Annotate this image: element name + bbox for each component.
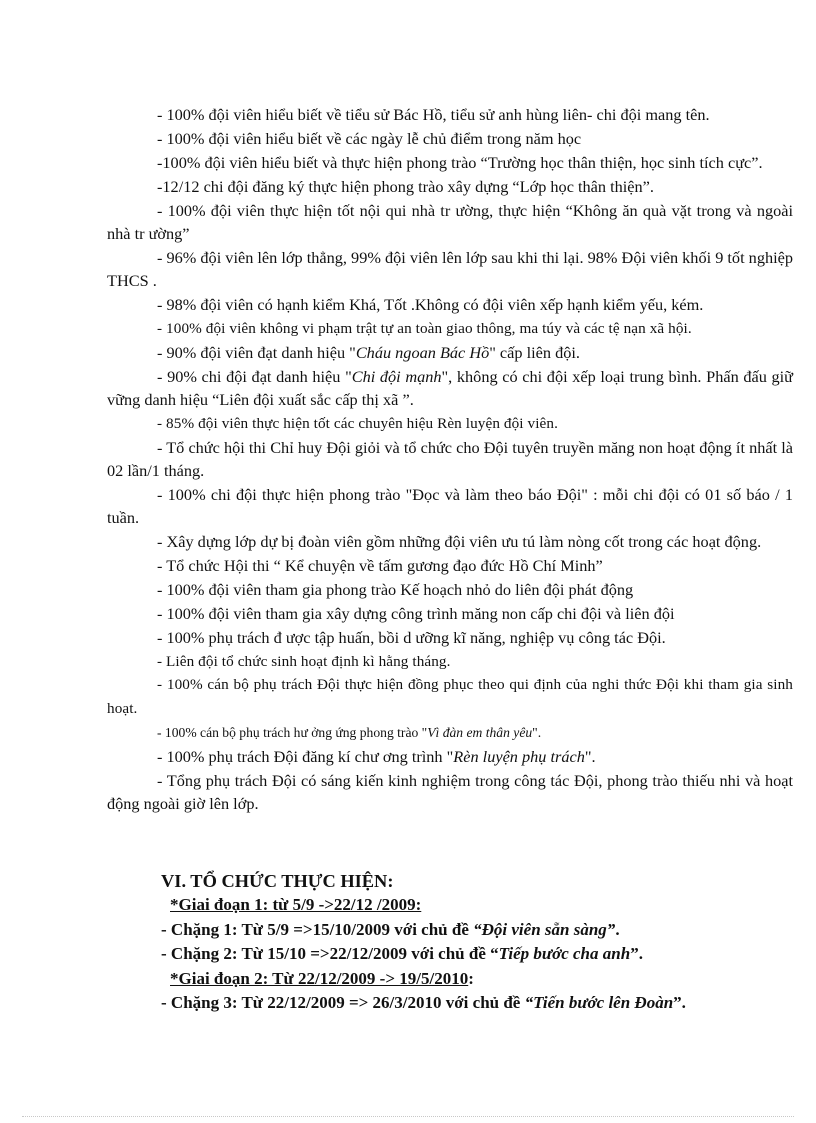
italic-title: Cháu ngoan Bác Hồ (355, 342, 490, 362)
stage-theme: “Tiến bước lên Đoàn (524, 993, 674, 1013)
italic-title: Rèn luyện phụ trách (453, 746, 585, 766)
text-after: ", không có chi đội xếp loại trung bình. Phấn đấu giữ vững danh hiệu “Liên đội xuất sắc cấp thị xã ”. (107, 366, 794, 409)
list-item: - 100% đội viên thực hiện tốt nội qui nhà tr ường, thực hiện “Không ăn quà vặt trong và ngoài nhà tr ường” (107, 200, 793, 243)
text-after: ". (584, 746, 596, 766)
text-before: - 100% cán bộ phụ trách hư ởng ứng phong trào " (157, 724, 428, 740)
objectives-list (107, 103, 793, 816)
italic-title: Chi đội mạnh (351, 366, 442, 386)
stage-3 (161, 991, 801, 1015)
list-item: - 100% chi đội thực hiện phong trào "Đọc và làm theo báo Đội" : mỗi chi đội có 01 số báo / 1 tuần. (107, 484, 793, 528)
footer-divider (22, 1116, 794, 1117)
phase-2-end: : (468, 968, 474, 988)
stage-text: - Chặng 2: Từ 15/10 =>22/12/2009 với chủ đề “ (161, 944, 499, 964)
text-before: - 90% chi đội đạt danh hiệu " (157, 366, 352, 386)
list-item-chau-ngoan (107, 341, 793, 364)
italic-title: Vì đàn em thân yêu (427, 724, 533, 740)
list-item: -100% đội viên hiểu biết và thực hiện phong trào “Trường học thân thiện, học sinh tích cực”. (157, 152, 763, 172)
stage-text: - Chặng 1: Từ 5/9 =>15/10/2009 với chủ đề (161, 919, 474, 939)
list-item: - Tổ chức hội thi Chỉ huy Đội giỏi và tổ chức cho Đội tuyên truyền măng non hoạt động ít nhất là 02 lần/1 tháng. (107, 437, 793, 480)
stage-2 (161, 942, 801, 966)
list-item: - 100% đội viên hiểu biết về tiểu sử Bác Hồ, tiểu sử anh hùng liên- chi đội mang tên. (157, 105, 710, 124)
list-item: - 96% đội viên lên lớp thẳng, 99% đội viên lên lớp sau khi thi lại. 98% Đội viên khối 9 tốt nghiệp THCS . (107, 247, 793, 291)
list-item: - 100% đội viên hiểu biết về các ngày lễ chủ điểm trong năm học (157, 128, 582, 148)
section-implementation (161, 869, 801, 1015)
text-after: ". (532, 724, 542, 740)
stage-end: ”. (673, 993, 686, 1013)
list-item-ren-luyen (107, 745, 793, 768)
text-after: " cấp liên đội. (489, 342, 580, 362)
stage-text: - Chặng 3: Từ 22/12/2009 => 26/3/2010 với chủ đề (161, 993, 525, 1013)
list-item-vi-dan-em (107, 721, 793, 745)
text-before: - 90% đội viên đạt danh hiệu " (157, 342, 356, 362)
list-item: - 100% phụ trách đ ược tập huấn, bồi d ưỡng kĩ năng, nghiệp vụ công tác Đội. (157, 627, 666, 647)
list-item: - Tổng phụ trách Đội có sáng kiến kinh nghiệm trong công tác Đội, phong trào thiếu nhi và hoạt động ngoài giờ lên lớp. (107, 770, 793, 813)
list-item: - 100% đội viên tham gia phong trào Kế hoạch nhỏ do liên đội phát động (157, 579, 634, 599)
stage-theme: Tiếp bước cha anh (498, 944, 631, 964)
list-item: - Liên đội tổ chức sinh hoạt định kì hằng tháng. (157, 652, 451, 670)
list-item-chi-doi-manh (107, 365, 793, 412)
list-item: - Xây dựng lớp dự bị đoàn viên gồm những đội viên ưu tú làm nòng cốt trong các hoạt động. (157, 532, 762, 552)
text-before: - 100% phụ trách Đội đăng kí chư ơng trình " (157, 746, 454, 766)
stage-end: ”. (630, 944, 643, 964)
phase-2-line (161, 967, 801, 991)
phase-1-heading: *Giai đoạn 1: từ 5/9 ->22/12 /2009: (170, 895, 422, 915)
list-item: - 100% đội viên không vi phạm trật tự an toàn giao thông, ma túy và các tệ nạn xã hội. (157, 319, 692, 337)
list-item: -12/12 chi đội đăng ký thực hiện phong trào xây dựng “Lớp học thân thiện”. (157, 176, 654, 196)
stage-end: . (615, 919, 620, 939)
phase-2-heading: *Giai đoạn 2: Từ 22/12/2009 -> 19/5/2010 (170, 968, 469, 988)
stage-theme: “Đội viên sẵn sàng” (473, 919, 616, 939)
list-item: - 98% đội viên có hạnh kiểm Khá, Tốt .Không có đội viên xếp hạnh kiểm yếu, kém. (157, 294, 704, 314)
list-item: - 100% cán bộ phụ trách Đội thực hiện đồng phục theo qui định của nghi thức Đội khi tham gia sinh hoạt. (107, 676, 793, 717)
list-item: - Tổ chức Hội thi “ Kể chuyện về tấm gương đạo đức Hồ Chí Minh” (157, 555, 603, 575)
section-title: VI. TỔ CHỨC THỰC HIỆN: (161, 871, 394, 891)
list-item: - 85% đội viên thực hiện tốt các chuyên hiệu Rèn luyện đội viên. (157, 414, 558, 432)
list-item: - 100% đội viên tham gia xây dựng công trình măng non cấp chi đội và liên đội (157, 603, 675, 623)
stage-1 (161, 918, 801, 942)
